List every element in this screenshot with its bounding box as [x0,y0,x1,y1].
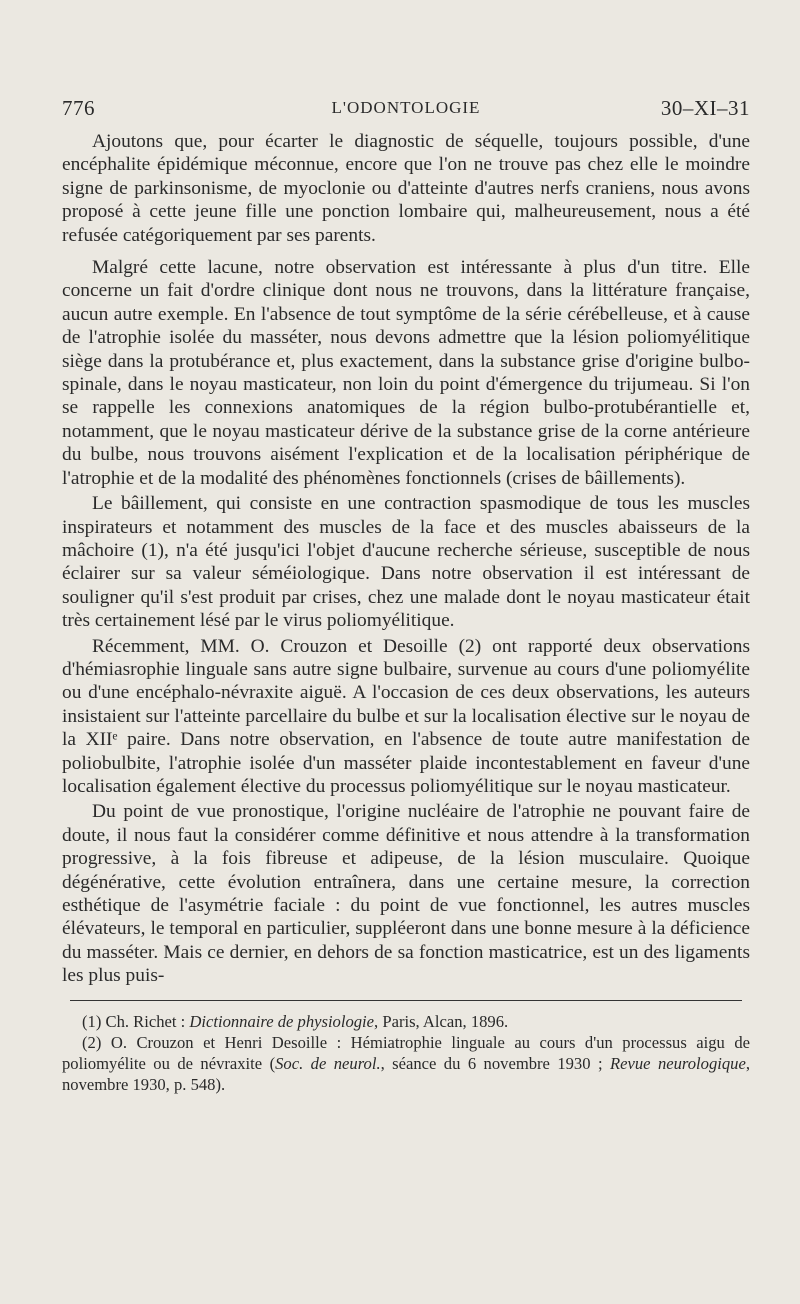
paragraph: Ajoutons que, pour écarter le diagnostic de séquelle, toujours possible, d'une encéphalite épidémique méconnue, encore que l'on ne trouve pas chez elle le moindre signe de parkinsonisme, de myoclonie ou d'atteinte d'autres nerfs craniens, nous avons proposé à cette jeune fille une ponction lombaire qui, malheureusement, nous a été refusée catégoriquement par ses parents. [62,131,750,246]
paragraph: Le bâillement, qui consiste en une contraction spasmodique de tous les muscles inspirateurs et notamment des muscles de la face et des muscles abaisseurs de la mâchoire (1), n'a été jusqu'ici l'objet d'aucune recherche sérieuse, susceptible de nous éclairer sur sa valeur séméiologique. Dans notre observation il est intéressant de souligner qu'il s'est produit par crises, chez une malade dont le noyau masticateur était très certainement lésé par le virus poliomyélitique. [62,493,750,632]
paragraph: Malgré cette lacune, notre observation est intéressante à plus d'un titre. Elle concerne un fait d'ordre clinique dont nous ne trouvons, dans la littérature française, aucun autre exemple. En l'absence de tout symptôme de la série cérébelleuse, et à cause de l'atrophie isolée du masséter, nous devons admettre que la lésion poliomyélitique siège dans la protubérance et, plus exactement, dans la substance grise d'origine bulbo-spinale, dans le noyau masticateur, non loin du point d'émergence du trijumeau. Si l'on se rappelle les connexions anatomiques de la région bulbo-protubérantielle et, notamment, que le noyau masticateur dérive de la substance grise de la corne antérieure du bulbe, nous trouvons aisément l'explication et de la localisation périphérique de l'atrophie et de la modalité des phénomènes fonctionnels (crises de bâillements). [62,257,750,489]
article-body [62,130,750,988]
footnote-1: (1) Ch. Richet : Dictionnaire de physiologie, Paris, Alcan, 1896. [82,1011,509,1031]
footnote-2: (2) O. Crouzon et Henri Desoille : Hémiatrophie linguale au cours d'un processus aigu de poliomyélite ou de névraxite (Soc. de neurol., séance du 6 novembre 1930 ; Revue neurologique, novembre 1930, p. 548). [62,1032,750,1094]
page [62,96,750,1095]
footnotes [62,1011,750,1095]
journal-title: L'ODONTOLOGIE [331,98,481,117]
issue-date: 30–XI–31 [660,96,750,120]
page-number: 776 [62,96,95,120]
paragraph: Du point de vue pronostique, l'origine nucléaire de l'atrophie ne pouvant faire de doute, il nous faut la considérer comme définitive et nous attendre à la transformation progressive, à la fois fibreuse et adipeuse, de la lésion musculaire. Quoique dégénérative, cette évolution entraînera, dans une certaine mesure, la correction esthétique de l'asymétrie faciale : du point de vue fonctionnel, les autres muscles élévateurs, le temporal en particulier, suppléeront dans une bonne mesure à la déficience du masséter. Mais ce dernier, en dehors de sa fonction masticatrice, est un des ligaments les plus puis- [62,801,750,987]
running-header [62,96,750,130]
paragraph: Récemment, MM. O. Crouzon et Desoille (2) ont rapporté deux observations d'hémiasrophie linguale sans autre signe bulbaire, survenue au cours d'une poliomyélite ou d'une encéphalo-névraxite aiguë. A l'occasion de ces deux observations, les auteurs insistaient sur l'atteinte parcellaire du bulbe et sur la localisation élective sur le noyau de la XIIᵉ paire. Dans notre observation, en l'absence de toute autre manifestation de poliobulbite, l'atrophie isolée d'un masséter plaide incontestablement en faveur d'une localisation également élective du processus poliomyélitique sur le noyau masticateur. [62,635,750,797]
footnote-divider [70,1000,742,1001]
